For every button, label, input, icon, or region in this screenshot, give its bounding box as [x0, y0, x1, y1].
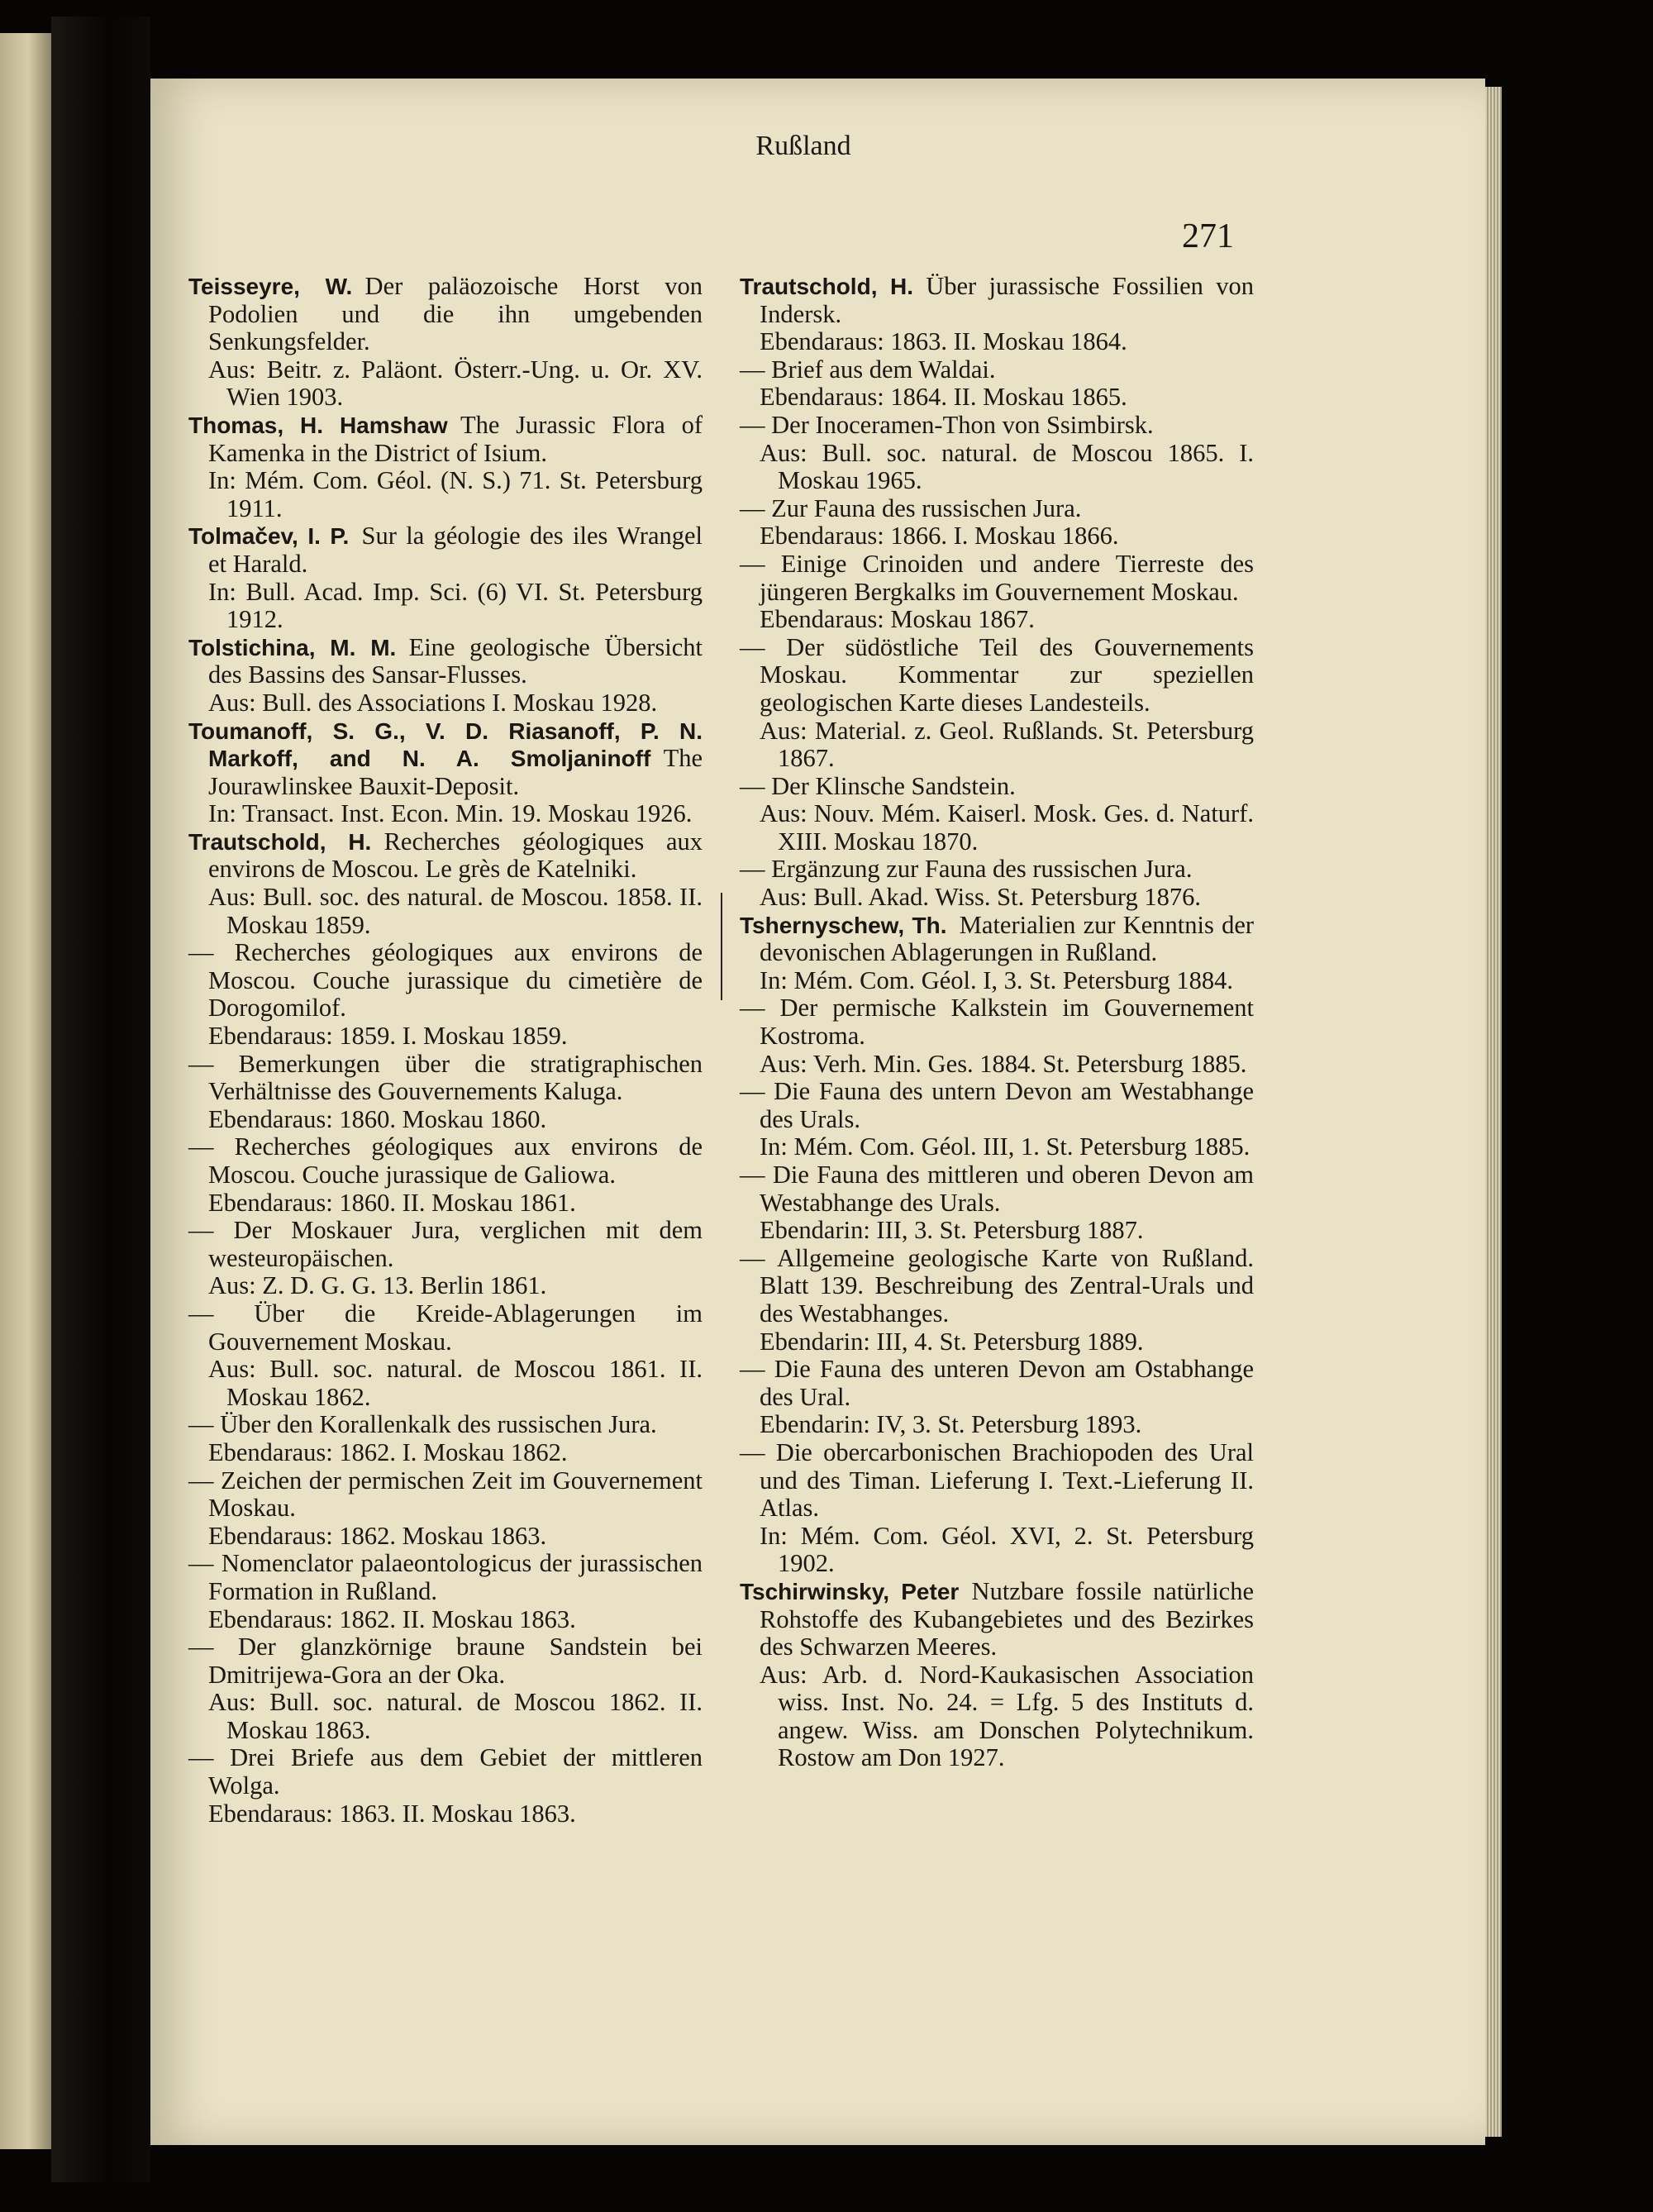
entry-title: Brief aus dem Waldai.: [771, 355, 996, 384]
entry-main-line: [740, 994, 1254, 1050]
entry-main-line: [188, 1217, 703, 1272]
bibliography-entry: [740, 912, 1254, 995]
bibliography-entry: [740, 994, 1254, 1078]
entry-source: Aus: Z. D. G. G. 13. Berlin 1861.: [208, 1271, 547, 1300]
bibliography-entry: [188, 412, 703, 522]
entry-main-line: [740, 1161, 1254, 1217]
entry-author: Tolstichina, M. M.: [188, 634, 397, 660]
entry-main-line: [740, 551, 1254, 606]
column-divider: [721, 893, 722, 1000]
entry-author: Thomas, H. Hamshaw: [188, 412, 448, 438]
bibliography-entry: [188, 1550, 703, 1633]
entry-title: Zur Fauna des russischen Jura.: [771, 493, 1082, 522]
entry-title: Recherches géologiques aux environs de Moscou. Le grès de Katelniki.: [208, 827, 703, 884]
entry-main-line: [188, 1550, 703, 1605]
entry-main-line: [188, 717, 703, 801]
entry-main-line: [740, 1078, 1254, 1133]
entry-author: Toumanoff, S. G., V. D. Riasanoff, P. N. Markoff, and N. A. Smoljaninoff: [188, 717, 703, 772]
entry-main-line: [740, 856, 1254, 884]
entry-main-line: [740, 1578, 1254, 1661]
entry-main-line: [188, 522, 703, 578]
entry-title: Die Fauna des mittleren und oberen Devon am Westabhange des Urals.: [760, 1161, 1254, 1217]
bibliography-entry: [188, 1633, 703, 1744]
entry-main-line: [188, 828, 703, 884]
entry-title: Der paläozoische Horst von Podolien und die ihn umgebenden Senkungsfelder.: [208, 272, 703, 356]
entry-source: Aus: Verh. Min. Ges. 1884. St. Petersburg 1885.: [760, 1049, 1247, 1078]
entry-source: Ebendaraus: 1862. Moskau 1863.: [208, 1521, 547, 1550]
entry-main-line: [740, 634, 1254, 717]
entry-main-line: [740, 912, 1254, 967]
entry-author: Tolmačev, I. P.: [188, 523, 350, 550]
entry-title: Einige Crinoiden und andere Tierreste des jüngeren Bergkalks im Gouvernement Moskau.: [760, 549, 1255, 606]
bibliography-entry: [188, 1051, 703, 1134]
entry-title: Der Inoceramen-Thon von Ssimbirsk.: [771, 410, 1154, 439]
entry-source: Ebendaraus: 1862. II. Moskau 1863.: [208, 1604, 576, 1633]
entry-source: Ebendaraus: 1864. II. Moskau 1865.: [760, 383, 1127, 412]
page-number: 271: [1182, 217, 1234, 255]
entry-source: Ebendaraus: 1863. II. Moskau 1863.: [208, 1799, 576, 1828]
entry-title: Der südöstliche Teil des Gouvernements Moskau. Kommentar zur speziellen geologischen Karte dieses Landesteils.: [760, 632, 1254, 717]
page-edge-stack: [1485, 87, 1502, 2137]
bibliography-entry: [188, 1411, 703, 1466]
entry-main-line: [188, 1467, 703, 1523]
entry-main-line: [188, 273, 703, 356]
entry-title: Drei Briefe aus dem Gebiet der mittleren Wolga.: [208, 1743, 703, 1800]
entry-main-line: [740, 356, 1254, 384]
entry-main-line: [740, 412, 1254, 440]
bibliography-entry: [188, 1467, 703, 1551]
entry-title: Nutzbare fossile natürliche Rohstoffe des Kubangebietes und des Bezirkes des Schwarzen Meeres.: [760, 1576, 1255, 1661]
bibliography-entry: [740, 1356, 1254, 1439]
entry-main-line: [740, 1245, 1254, 1328]
entry-source: Ebendarin: III, 4. St. Petersburg 1889.: [760, 1327, 1144, 1356]
entry-main-line: [740, 1439, 1254, 1523]
right-column: [740, 273, 1254, 1772]
entry-main-line: [188, 1633, 703, 1689]
entry-main-line: [188, 1051, 703, 1106]
entry-title: Nomenclator palaeontologicus der jurassischen Formation in Rußland.: [208, 1549, 703, 1605]
running-head: Rußland: [755, 131, 851, 161]
entry-main-line: [188, 412, 703, 467]
entry-main-line: [188, 1300, 703, 1356]
entry-main-line: [188, 1411, 703, 1439]
entry-title: Über die Kreide-Ablagerungen im Gouvernement Moskau.: [208, 1299, 703, 1356]
entry-source: Aus: Material. z. Geol. Rußlands. St. Petersburg 1867.: [760, 716, 1254, 773]
entry-source: In: Mém. Com. Géol. I, 3. St. Petersburg 1884.: [760, 965, 1233, 994]
entry-title: The Jourawlinskee Bauxit-Deposit.: [208, 744, 703, 800]
bibliography-entry: [188, 939, 703, 1050]
entry-author: Trautschold, H.: [740, 274, 913, 299]
entry-source: Aus: Bull. des Associations I. Moskau 1928.: [208, 688, 658, 717]
entry-source: Aus: Arb. d. Nord-Kaukasischen Association wiss. Inst. No. 24. = Lfg. 5 des Instituts d. angew. Wiss. am Donschen Polytechnikum. Rostow am Don 1927.: [760, 1660, 1254, 1772]
bibliography-entry: [740, 1439, 1254, 1578]
bibliography-entry: [740, 1578, 1254, 1772]
entry-title: Die Fauna des untern Devon am Westabhange des Urals.: [760, 1077, 1254, 1133]
bibliography-entry: [740, 1161, 1254, 1245]
entry-source: Ebendaraus: 1859. I. Moskau 1859.: [208, 1022, 568, 1051]
entry-main-line: [740, 273, 1254, 328]
entry-source: Ebendarin: IV, 3. St. Petersburg 1893.: [760, 1410, 1142, 1439]
entry-title: Die obercarbonischen Brachiopoden des Ural und des Timan. Lieferung I. Text.-Lieferung II. Atlas.: [760, 1437, 1255, 1523]
entry-source: Aus: Bull. soc. natural. de Moscou 1865. I. Moskau 1965.: [760, 438, 1254, 495]
entry-title: Zeichen der permischen Zeit im Gouvernement Moskau.: [208, 1466, 703, 1523]
entry-title: Die Fauna des unteren Devon am Ostabhange des Ural.: [760, 1355, 1255, 1411]
entry-title: Bemerkungen über die stratigraphischen Verhältnisse des Gouvernements Kaluga.: [208, 1049, 703, 1106]
entry-title: Der glanzkörnige braune Sandstein bei Dmitrijewa-Gora an der Oka.: [208, 1633, 703, 1689]
entry-title: Der permische Kalkstein im Gouvernement Kostroma.: [760, 994, 1255, 1051]
entry-source: Aus: Bull. soc. des natural. de Moscou. 1858. II. Moskau 1859.: [208, 883, 703, 939]
bibliography-entry: [188, 1217, 703, 1300]
entry-author: Trautschold, H.: [188, 828, 372, 855]
entry-source: In: Bull. Acad. Imp. Sci. (6) VI. St. Petersburg 1912.: [208, 577, 703, 634]
entry-main-line: [188, 1133, 703, 1189]
entry-main-line: [740, 495, 1254, 523]
bibliography-entry: [188, 634, 703, 717]
bibliography-entry: [740, 773, 1254, 856]
bibliography-entry: [740, 551, 1254, 634]
entry-title: The Jurassic Flora of Kamenka in the District of Isium.: [208, 410, 703, 467]
entry-source: In: Transact. Inst. Econ. Min. 19. Moskau 1926.: [208, 799, 693, 828]
entry-title: Der Moskauer Jura, verglichen mit dem westeuropäischen.: [208, 1216, 703, 1272]
entry-title: Recherches géologiques aux environs de Moscou. Couche jurassique de Galiowa.: [208, 1132, 703, 1189]
entry-main-line: [188, 1744, 703, 1800]
entry-author: Tschirwinsky, Peter: [740, 1578, 960, 1604]
left-column: [188, 273, 703, 1828]
entry-title: Über jurassische Fossilien von Indersk.: [760, 272, 1254, 328]
entry-title: Materialien zur Kenntnis der devonischen Ablagerungen in Rußland.: [760, 910, 1255, 967]
bibliography-entry: [740, 356, 1254, 412]
entry-title: Recherches géologiques aux environs de Moscou. Couche jurassique du cimetière de Dorogomilof.: [208, 938, 703, 1023]
entry-source: Ebendaraus: 1862. I. Moskau 1862.: [208, 1437, 568, 1466]
bibliography-entry: [188, 522, 703, 633]
entry-author: Teisseyre, W.: [188, 274, 353, 299]
entry-source: Ebendaraus: 1860. Moskau 1860.: [208, 1104, 547, 1133]
entry-source: Aus: Bull. soc. natural. de Moscou 1861. II. Moskau 1862.: [208, 1355, 703, 1411]
entry-source: In: Mém. Com. Géol. XVI, 2. St. Petersburg 1902.: [760, 1521, 1254, 1578]
entry-source: Ebendaraus: Moskau 1867.: [760, 605, 1035, 634]
bibliography-entry: [740, 634, 1254, 773]
entry-source: Aus: Nouv. Mém. Kaiserl. Mosk. Ges. d. Naturf. XIII. Moskau 1870.: [760, 799, 1254, 856]
entry-title: Der Klinsche Sandstein.: [771, 771, 1016, 800]
bibliography-entry: [740, 856, 1254, 911]
entry-title: Sur la géologie des iles Wrangel et Harald.: [208, 522, 703, 578]
entry-main-line: [740, 773, 1254, 801]
entry-source: Aus: Bull. Akad. Wiss. St. Petersburg 1876.: [760, 883, 1201, 912]
entry-title: Allgemeine geologische Karte von Rußland. Blatt 139. Beschreibung des Zentral-Urals und des Westabhanges.: [760, 1243, 1254, 1328]
bibliography-entry: [188, 717, 703, 828]
entry-source: Aus: Beitr. z. Paläont. Österr.-Ung. u. Or. XV. Wien 1903.: [208, 355, 703, 412]
entry-source: Ebendarin: III, 3. St. Petersburg 1887.: [760, 1216, 1144, 1245]
bibliography-entry: [188, 1300, 703, 1411]
bibliography-entry: [740, 495, 1254, 551]
entry-author: Tshernyschew, Th.: [740, 912, 947, 938]
bibliography-entry: [188, 1133, 703, 1217]
bibliography-entry: [740, 1245, 1254, 1356]
bibliography-entry: [740, 1078, 1254, 1161]
entry-title: Eine geologische Übersicht des Bassins des Sansar-Flusses.: [208, 632, 703, 689]
entry-source: Aus: Bull. soc. natural. de Moscou 1862. II. Moskau 1863.: [208, 1688, 703, 1744]
entry-source: Ebendaraus: 1866. I. Moskau 1866.: [760, 522, 1119, 551]
facing-page-edge: [0, 33, 51, 2149]
entry-source: In: Mém. Com. Géol. III, 1. St. Petersburg 1885.: [760, 1132, 1250, 1161]
bibliography-entry: [188, 828, 703, 939]
entry-title: Über den Korallenkalk des russischen Jura.: [220, 1410, 657, 1439]
entry-source: Ebendaraus: 1863. II. Moskau 1864.: [760, 327, 1127, 356]
entry-main-line: [740, 1356, 1254, 1411]
entry-source: In: Mém. Com. Géol. (N. S.) 71. St. Petersburg 1911.: [208, 466, 703, 522]
entry-main-line: [188, 939, 703, 1023]
entry-source: Ebendaraus: 1860. II. Moskau 1861.: [208, 1188, 576, 1217]
entry-main-line: [188, 634, 703, 689]
bibliography-entry: [188, 1744, 703, 1828]
bibliography-entry: [740, 412, 1254, 495]
entry-title: Ergänzung zur Fauna des russischen Jura.: [771, 855, 1193, 884]
bibliography-entry: [740, 273, 1254, 356]
bibliography-entry: [188, 273, 703, 412]
book-gutter: [51, 17, 150, 2182]
